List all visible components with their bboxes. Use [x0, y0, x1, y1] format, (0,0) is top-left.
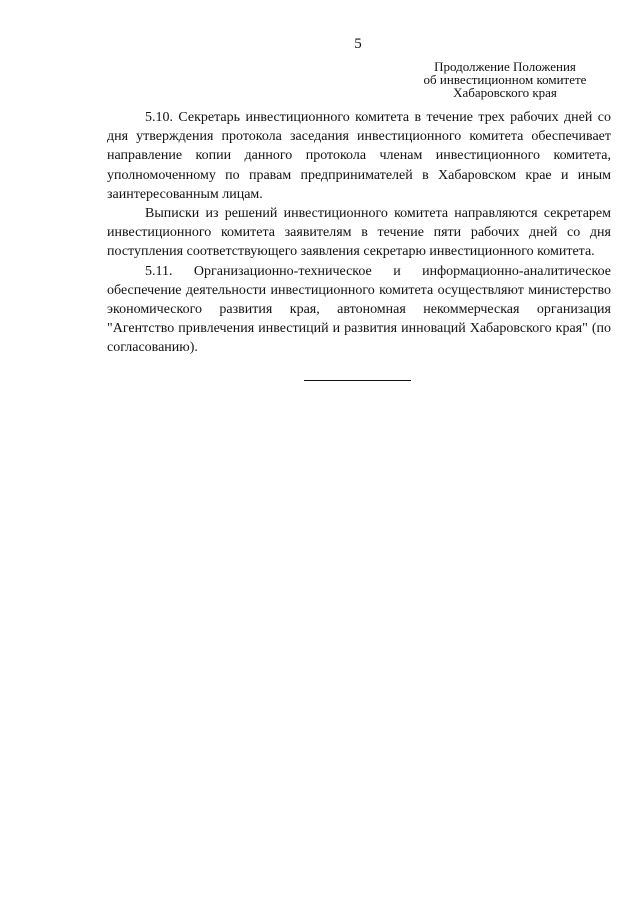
paragraph-extracts: Выписки из решений инвестиционного комитета направляются секретарем инвестиционного комитета заявителям в течение пяти рабочих дней со дня поступления соответствующего заявления секретарю инвестиционного комитета. [107, 206, 611, 260]
paragraph-5-10: 5.10. Секретарь инвестиционного комитета в течение трех рабочих дней со дня утверждения протокола заседания инвестиционного комитета обеспечивает направление копии данного протокола членам инвестиционного комитета, уполномоченному по правам предпринимателей в Хабаровском крае и иным заинтересованным лицам. [107, 110, 611, 202]
header-note-line: Хабаровского края [453, 85, 557, 100]
document-body [107, 108, 611, 358]
header-note [390, 60, 620, 99]
header-note-line: Продолжение Положения [434, 59, 576, 74]
end-separator-line [304, 380, 411, 381]
page-number: 5 [354, 36, 362, 52]
paragraph-5-11: 5.11. Организационно-техническое и информационно-аналитическое обеспечение деятельности инвестиционного комитета осуществляют министерство экономического развития края, автономная некоммерческая организация "Агентство привлечения инвестиций и развития инноваций Хабаровского края" (по согласованию). [107, 263, 611, 356]
header-note-line: об инвестиционном комитете [423, 72, 587, 87]
